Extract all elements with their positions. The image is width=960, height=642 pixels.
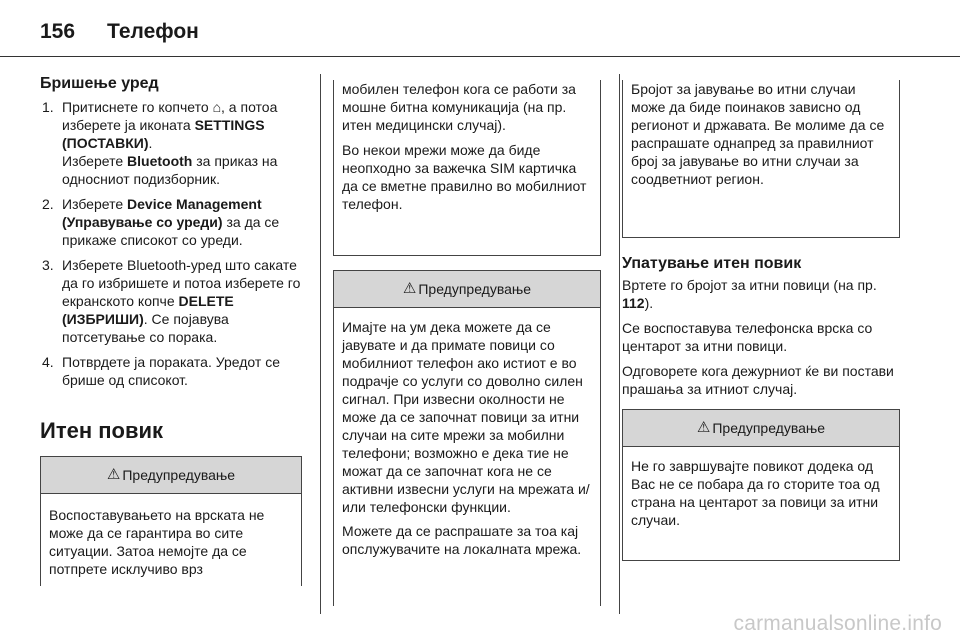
warning-triangle-icon: ⚠ — [402, 280, 417, 297]
section-title-making-call: Упатување итен повик — [622, 255, 802, 272]
warning-header: ⚠ Предупредување — [623, 409, 899, 447]
warning-box — [40, 456, 302, 586]
section-title-emergency-call: Итен повик — [40, 418, 164, 443]
warning-box-continued: Бројот за јавување во итни случаи може да биде поинаков зависно од регионот и државата. Ве молиме да се распрашате однапред за правилниот број за јавување во итни случаи за соодветниот регион. — [622, 80, 900, 238]
header-divider — [0, 56, 960, 57]
list-item: 2. Изберете Device Management (Управување со уреди) за да се прикаже списокот со уреди. — [42, 196, 280, 248]
column-divider-1 — [320, 74, 321, 614]
home-icon: ⌂ — [212, 99, 222, 115]
column-divider-2 — [619, 74, 620, 614]
warning-text: Не го завршувајте повикот додека од Вас не се побара да го сторите тоа од страна на центарот за повици за итни случаи. — [631, 458, 880, 528]
list-item: 1. Притиснете го копчето ⌂, а потоа изберете ја иконата SETTINGS (ПОСТАВКИ). Изберете Bluetooth за приказ на односниот подизборник. — [42, 99, 278, 187]
column-2 — [333, 80, 601, 606]
warning-box-continued: мобилен телефон кога се работи за мошне битна комуникација (на пр. итен медицински случај). Во некои мрежи може да биде неопходно за важечка SIM картичка да се вметне правилно во мобилниот телефон. — [333, 80, 601, 256]
section-title-delete-device: Бришење уред — [40, 75, 159, 92]
column-1 — [40, 74, 302, 586]
page-title: Телефон — [107, 20, 199, 43]
warning-box — [622, 409, 900, 561]
column-3: Бројот за јавување во итни случаи може да биде поинаков зависно од регионот и државата. Ве молиме да се распрашате однапред за правилниот број за јавување во итни случаи за соодветниот регион. Упатување итен повик Вртете го бројот за итни повици (на пр. 112). Се воспоставува телефонска врска со центарот за итни повици. Одговорете кога дежурниот ќе ви постави прашања за итниот случај. ⚠ Предупредување Не го завршувајте повикот додека од Вас не се побара да го сторите тоа од страна на центарот за повици за итни случаи. — [622, 80, 900, 561]
warning-header: ⚠ Предупредување — [41, 456, 301, 494]
warning-header: ⚠ Предупредување — [334, 270, 600, 308]
watermark: carmanualsonline.info — [733, 612, 942, 635]
warning-text: Воспоставувањето на врската не може да се гарантира во сите ситуации. Затоа немојте да се потпрете исклучиво врз — [49, 507, 265, 577]
warning-triangle-icon: ⚠ — [106, 466, 121, 483]
page-header — [40, 20, 199, 50]
warning-triangle-icon: ⚠ — [696, 419, 711, 436]
delete-steps-list — [40, 98, 302, 389]
page-number: 156 — [40, 20, 76, 43]
warning-box: ⚠ Предупредување Имајте на ум дека можете да се јавувате и да примате повици со мобилниот телефон ако истиот е во подрачје со услуги со доволно силен сигнал. При извесни околности не може да се започнат повици за итни случаи на сите мрежи за мобилни телефони; возможно е дека тие не можат да се започнат кога не се активни извесни услуги на мрежата и/или телефонски функции. Можете да се распрашате за тоа кај опслужувачите на локалната мрежа. — [333, 270, 601, 606]
list-item: 4. Потврдете ја пораката. Уредот се брише од списокот. — [42, 354, 280, 388]
list-item: 3. Изберете Bluetooth-уред што сакате да го избришете и потоа изберете го екранското копче DELETE (ИЗБРИШИ). Се појавува потсетување со порака. — [42, 257, 301, 345]
